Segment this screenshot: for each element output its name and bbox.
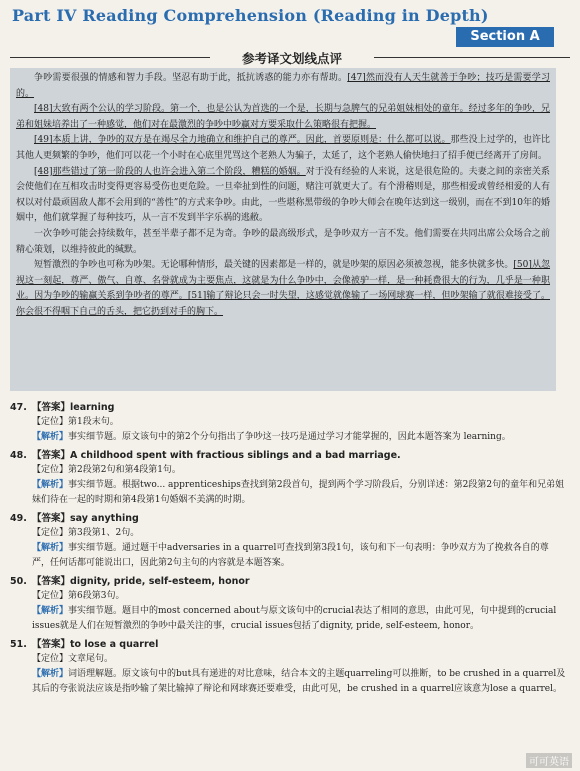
analysis-text: 事实细节题。根据two... apprenticeships查找到第2段首句，提到两个学习阶段后，分别详述：第2段第2句的童年和兄弟姐妹们待在一起的时期和第4段第1句婚姻不美满的时期。 [32, 480, 565, 505]
answer-text: say anything [70, 513, 139, 524]
translation-paragraph [16, 102, 550, 133]
answer-tag: 【答案】 [32, 639, 71, 650]
analysis-tag: 【解析】 [32, 432, 69, 442]
analysis-text: 事实细节题。题目中的most concerned about与原文该句中的crucial表达了相同的意思，由此可见，句中提到的crucial issues就是人们在短暂激烈的争吵中最关注的事，crucial issues包括了dignity, pride, self-esteem, honor。 [32, 606, 557, 631]
answer-tag: 【答案】 [32, 576, 71, 587]
answer-text: A childhood spent with fractious siblings and a bad marriage. [70, 450, 401, 461]
analysis-tag: 【解析】 [32, 480, 69, 490]
locate-tag: 【定位】 [32, 417, 69, 427]
translation-paragraph [16, 258, 550, 320]
answer-item [10, 574, 566, 634]
answer-tag: 【答案】 [32, 450, 71, 461]
translation-paragraph [16, 71, 550, 102]
question-number: 49. [10, 513, 27, 524]
answer-text: to lose a quarrel [70, 639, 159, 650]
underlined-text: [47]然而没有人天生就善于争吵；技巧是需要学习的。 [16, 73, 550, 99]
locate-text: 第6段第3句。 [68, 591, 125, 601]
answer-item [10, 448, 566, 508]
question-number: 50. [10, 576, 27, 587]
analysis-tag: 【解析】 [32, 543, 69, 553]
answer-item [10, 400, 566, 445]
page-title: Part IV Reading Comprehension (Reading in Depth) [12, 6, 489, 25]
analysis-tag: 【解析】 [32, 669, 69, 679]
underlined-text: [48]那些错过了第一阶段的人也许会进入第二个阶段，糟糕的婚姻。 [34, 166, 306, 177]
answer-tag: 【答案】 [32, 402, 71, 413]
answer-text: learning [70, 402, 115, 413]
answer-list [10, 400, 566, 700]
paragraph-text: 短暂激烈的争吵也可称为吵架。无论哪种情形，最关键的因素都是一样的，就是吵架的原因必须被忽视，能多快就多快。 [34, 260, 514, 271]
answer-item [10, 511, 566, 571]
analysis-tag: 【解析】 [32, 606, 69, 616]
analysis-text: 事实细节题。原文该句中的第2个分句指出了争吵这一技巧是通过学习才能掌握的，因此本题答案为 learning。 [68, 432, 511, 442]
answer-text: dignity, pride, self-esteem, honor [70, 576, 250, 587]
underlined-text: [50]从忽视这一刻起，尊严、傲气、自尊、名誉就成为主要焦点，这就是为什么争吵中，会像被驴一样，是一种耗费很大的行为，几乎是一种职业。因为争吵的输赢关系到争吵者的尊严。[51]输了辩论只会一时失望，这感觉就像输了一场网球赛一样，但吵架输了就很难接受了。你会很不得咽下自己的舌头，把它扔到对手的胸下。 [16, 260, 550, 317]
locate-tag: 【定位】 [32, 528, 69, 538]
underlined-text: [49]本质上讲，争吵的双方是在竭尽全力地确立和维护自己的尊严。因此，首要原则是：什么都可以说。 [34, 135, 451, 146]
underlined-text: [48]大致有两个公认的学习阶段。第一个，也是公认为首选的一个是，长期与急脾气的兄弟姐妹相处的童年。经过多年的争吵，兄弟和姐妹培养出了一种感觉，他们对在最激烈的争吵中吵赢对方要采取什么策略很有把握。 [16, 104, 550, 130]
paragraph-text: 一次争吵可能会持续数年，甚至半辈子都不足为奇。争吵的最高级形式，是争吵双方一言不发。他们需要在共同出席公众场合之前精心策划，以维持彼此的缄默。 [16, 228, 550, 255]
answer-tag: 【答案】 [32, 513, 71, 524]
translation-box [10, 68, 556, 391]
paragraph-text: 对于没有经验的人来说，这是很危险的。夫妻之间的亲密关系会使他们在互相攻击时变得更容易受伤也更危险。一旦牵扯到性的问题，赌注可就更大了。有个滑稽则是，那些相爱或曾经相爱的人有权以对付最顽固敌人都不会用到的“善性”的方式来争吵。由此，一些堪称黑带级的争吵大师会在晚年达到这一级别，而在不到10年的婚姻中，他们就掌握了每种技巧，从一言不发到半字乐祸的逃敝。 [16, 166, 550, 224]
locate-text: 第1段末句。 [68, 417, 119, 427]
locate-text: 第2段第2句和第4段第1句。 [68, 465, 181, 475]
locate-tag: 【定位】 [32, 591, 69, 601]
answer-item [10, 637, 566, 697]
translation-paragraph [16, 165, 550, 227]
paragraph-text: 那些没上过学的，也许比其他人更频繁的争吵，他们可以花一个小时在心底里咒骂这个老熟人为骗子，太延了，这个老熟人偷快地扫了招手便已经离开了房间。 [16, 135, 550, 161]
paragraph-text: 争吵需要很强的情感和智力手段。坚忍有助于此，抵抗诱惑的能力亦有帮助。 [34, 73, 348, 83]
subtitle-row [10, 49, 570, 65]
section-badge: Section A [456, 27, 554, 47]
subtitle: 参考译文划线点评 [241, 51, 342, 66]
analysis-text: 词语理解题。原文该句中的but具有递进的对比意味，结合本文的主题quarreling可以推断，to be crushed in a quarrel及其后的夸张说法应该是指吵输了架比输掉了辩论和网球赛还要难受，由此可见，be crushed in a quarrel应该意为lose a quarrel。 [32, 669, 566, 694]
divider-right [374, 57, 570, 58]
question-number: 48. [10, 450, 27, 461]
analysis-text: 事实细节题。通过题干中adversaries in a quarrel可查找到第3段1句，该句和下一句表明：争吵双方为了挽救各自的尊严，任何话都可能说出口，因此第2句主句的内容就是本题答案。 [32, 543, 549, 568]
divider-left [10, 57, 210, 58]
watermark: 可可英语 [526, 753, 572, 768]
question-number: 47. [10, 402, 27, 413]
locate-tag: 【定位】 [32, 654, 69, 664]
translation-paragraph [16, 227, 550, 258]
locate-tag: 【定位】 [32, 465, 69, 475]
locate-text: 文章尾句。 [68, 654, 114, 664]
translation-paragraph [16, 133, 550, 164]
locate-text: 第3段第1、2句。 [68, 528, 140, 538]
question-number: 51. [10, 639, 27, 650]
